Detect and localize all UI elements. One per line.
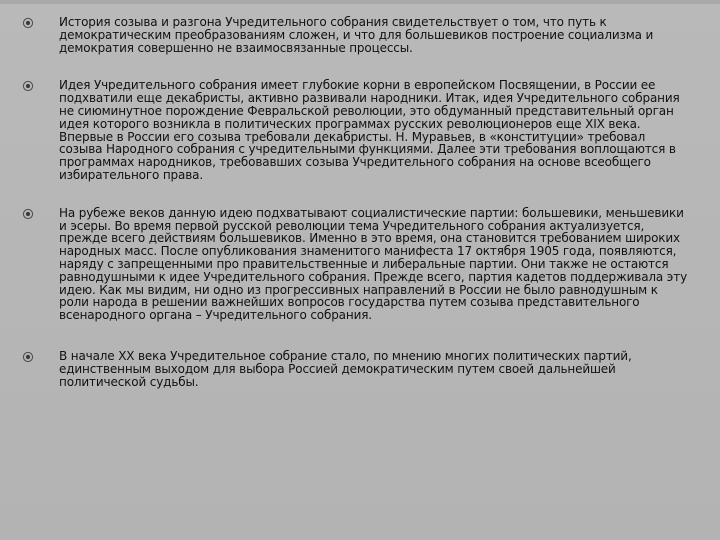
- circle-bullet-icon: [22, 80, 34, 92]
- bullet-paragraph: В начале XX века Учредительное собрание стало, по мнению многих политических партий, единственным выходом для выбора Россией демократическим путем своей дальнейшей политической судьбы.: [59, 348, 632, 389]
- list-item: [22, 16, 690, 54]
- list-item: [22, 79, 690, 181]
- circle-bullet-icon: [22, 208, 34, 220]
- bullet-paragraph: История созыва и разгона Учредительного собрания свидетельствует о том, что путь к демократическим преобразованиям сложен, и что для большевиков построение социализма и демократия совершенно не взаимосвязанные процессы.: [59, 15, 654, 55]
- list-item: [22, 207, 690, 322]
- circle-bullet-icon: [22, 17, 34, 29]
- list-item: [22, 350, 690, 388]
- top-band: [0, 0, 720, 4]
- bullet-paragraph: Идея Учредительного собрания имеет глубокие корни в европейском Посвящении, в России ее подхватили еще декабристы, активно развивали народники. Итак, идея Учредительного собрания не сиюминутное порождение Февральской революции, это обдуманный представительный орган идея которого возникла в политических программах русских революционеров еще XIX века. Впервые в России его созыва требовали декабристы. Н. Муравьев, в «конституции» требовал созыва Народного собрания с учредительными функциями. Далее эти требования воплощаются в программах народников, требовавших созыва Учредительного собрания на основе всеобщего избирательного права.: [59, 78, 680, 182]
- bullet-list: [22, 16, 690, 388]
- bullet-paragraph: На рубеже веков данную идею подхватывают социалистические партии: большевики, меньшевики и эсеры. Во время первой русской революции тема Учредительного собрания актуализуется, прежде всего действиям большевиков. Именно в это время, она становится требованием широких народных масс. После опубликования знаменитого манифеста 17 октября 1905 года, появляются, наряду с запрещенными про правительственные и либеральные партии. Они также не остаются равнодушными к идее Учредительного собрания. Прежде всего, партия кадетов поддерживала эту идею. Как мы видим, ни одно из прогрессивных направлений в России не было равнодушным к роли народа в решении важнейших вопросов государства путем созыва представительного всенародного органа – Учредительного собрания.: [59, 205, 688, 323]
- circle-bullet-icon: [22, 351, 34, 363]
